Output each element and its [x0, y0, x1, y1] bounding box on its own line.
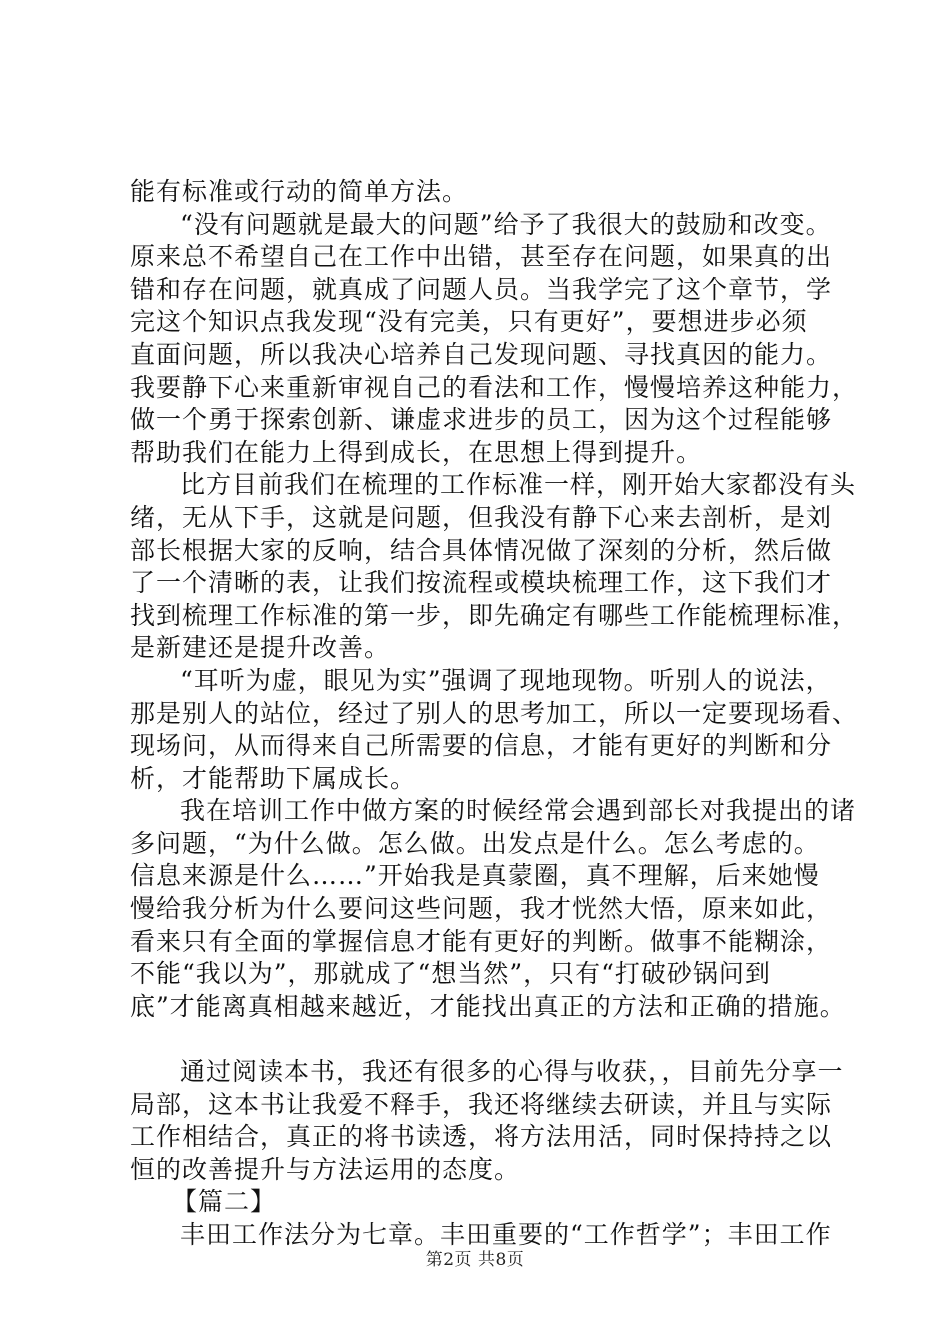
text-line: 信息来源是什么……”开始我是真蒙圈，真不理解，后来她慢: [130, 861, 820, 891]
text-line: 部长根据大家的反响，结合具体情况做了深刻的分析，然后做: [130, 535, 833, 565]
text-line: 绪，无从下手，这就是问题，但我没有静下心来去剖析，是刘: [130, 502, 833, 532]
text-line: 通过阅读本书，我还有很多的心得与收获，，目前先分享一: [180, 1057, 844, 1087]
text-line: 那是别人的站位，经过了别人的思考加工，所以一定要现场看、: [130, 698, 859, 728]
text-line: 帮助我们在能力上得到成长，在思想上得到提升。: [130, 437, 703, 467]
text-line: 找到梳理工作标准的第一步，即先确定有哪些工作能梳理标准，: [130, 600, 859, 630]
text-line: 了一个清晰的表，让我们按流程或模块梳理工作，这下我们才: [130, 568, 833, 598]
document-body: [130, 176, 859, 1252]
text-line: 慢给我分析为什么要问这些问题，我才恍然大悟，原来如此，: [130, 894, 833, 924]
text-line: 完这个知识点我发现“没有完美，只有更好”，要想进步必须: [130, 307, 808, 337]
text-line: 是新建还是提升改善。: [130, 633, 391, 663]
text-line: 恒的改善提升与方法运用的态度。: [130, 1154, 521, 1184]
page-footer: 第2页 共8页: [425, 1250, 525, 1270]
text-line: 错和存在问题，就真成了问题人员。当我学完了这个章节，学: [130, 274, 833, 304]
text-line: 底”才能离真相越来越近，才能找出真正的方法和正确的措施。: [130, 991, 846, 1021]
text-line: 不能“我以为”，那就成了“想当然”，只有“打破砂锅问到: [130, 959, 771, 989]
text-line: 原来总不希望自己在工作中出错，甚至存在问题，如果真的出: [130, 242, 833, 272]
text-line: 工作相结合，真正的将书读透，将方法用活，同时保持持之以: [130, 1122, 833, 1152]
text-line: 能有标准或行动的简单方法。: [130, 177, 469, 206]
text-line: “耳听为虚，眼见为实”强调了现地现物。听别人的说法，: [180, 665, 832, 695]
text-line: 比方目前我们在梳理的工作标准一样，刚开始大家都没有头: [180, 470, 857, 500]
text-line: 看来只有全面的掌握信息才能有更好的判断。做事不能糊涂，: [130, 926, 833, 956]
text-line: 多问题，“为什么做。怎么做。出发点是什么。怎么考虑的。: [130, 828, 820, 858]
text-line: 析，才能帮助下属成长。: [130, 763, 417, 793]
text-line: “没有问题就是最大的问题”给予了我很大的鼓励和改变。: [180, 209, 832, 239]
section-heading: 【篇二】: [172, 1187, 277, 1217]
blank-line: [130, 1023, 830, 1056]
text-line: 做一个勇于探索创新、谦虚求进步的员工，因为这个过程能够: [130, 405, 833, 435]
text-line: 直面问题，所以我决心培养自己发现问题、寻找真因的能力。: [130, 339, 833, 369]
text-line: 我在培训工作中做方案的时候经常会遇到部长对我提出的诸: [180, 796, 857, 826]
text-line: 丰田工作法分为七章。丰田重要的“工作哲学”；丰田工作: [180, 1220, 832, 1249]
text-line: 局部，这本书让我爱不释手，我还将继续去研读，并且与实际: [130, 1089, 833, 1119]
text-line: 现场问，从而得来自己所需要的信息，才能有更好的判断和分: [130, 731, 833, 761]
text-line: 我要静下心来重新审视自己的看法和工作，慢慢培养这种能力，: [130, 372, 859, 402]
